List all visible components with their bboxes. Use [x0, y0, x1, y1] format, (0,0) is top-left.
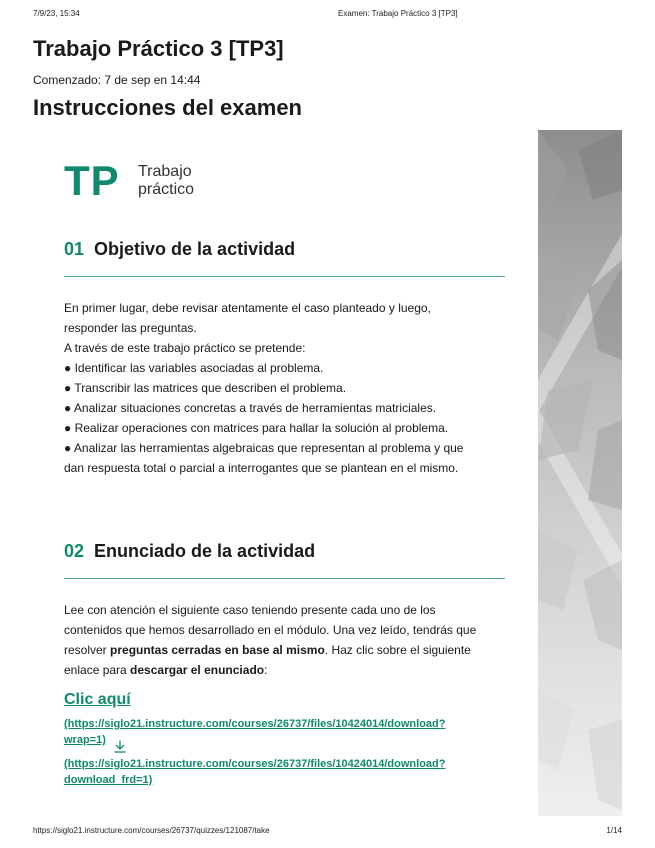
objective-line: En primer lugar, debe revisar atentamente el caso planteado y luego, — [64, 301, 431, 315]
section-2-number: 02 — [64, 541, 85, 561]
logo-tp: TP — [64, 157, 120, 204]
decorative-pattern-icon — [538, 130, 622, 816]
statement-text: enlace para — [64, 663, 131, 677]
page-number: 1/14 — [606, 826, 622, 835]
section-2-body — [64, 600, 512, 680]
objective-line: responder las preguntas. — [64, 321, 197, 335]
section-1-divider — [64, 276, 505, 277]
download-icon[interactable] — [113, 740, 127, 754]
objective-bullet: ● Transcribir las matrices que describen el problema. — [64, 381, 347, 395]
logo-word-2: práctico — [138, 181, 195, 198]
section-1-heading: Objetivo de la actividad — [94, 239, 296, 259]
statement-bold: preguntas cerradas en base al mismo — [110, 643, 325, 657]
objective-bullet: ● Realizar operaciones con matrices para hallar la solución al problema. — [64, 421, 449, 435]
page-title: Trabajo Práctico 3 [TP3] — [33, 36, 284, 61]
link-text: wrap=1) — [64, 734, 106, 746]
instructions-heading: Instrucciones del examen — [33, 95, 302, 120]
objective-line: A través de este trabajo práctico se pretende: — [64, 341, 306, 355]
print-title: Examen: Trabajo Práctico 3 [TP3] — [338, 9, 458, 18]
decorative-side-image — [538, 130, 622, 816]
statement-text: . Haz clic sobre el siguiente — [324, 643, 471, 657]
statement-bold: descargar el enunciado — [130, 663, 265, 677]
print-header — [33, 9, 622, 23]
objective-bullet: ● Analizar las herramientas algebraicas que representan al problema y que — [64, 441, 464, 455]
download-link-frd[interactable] — [64, 756, 484, 788]
section-1-number: 01 — [64, 239, 85, 259]
download-link-wrap[interactable] — [64, 716, 484, 748]
print-date: 7/9/23, 15:34 — [33, 9, 80, 18]
statement-line — [64, 640, 512, 660]
link-text: download_frd=1) — [64, 774, 153, 786]
started-timestamp: Comenzado: 7 de sep en 14:44 — [33, 73, 201, 87]
statement-line: Lee con atención el siguiente caso teniendo presente cada uno de los — [64, 603, 436, 617]
statement-text: : — [264, 663, 268, 677]
print-url: https://siglo21.instructure.com/courses/26737/quizzes/121087/take — [33, 826, 270, 835]
link-text: (https://siglo21.instructure.com/courses/26737/files/10424014/download? — [64, 758, 446, 770]
link-text: (https://siglo21.instructure.com/courses/26737/files/10424014/download? — [64, 718, 446, 730]
section-2-divider — [64, 578, 505, 579]
statement-line: contenidos que hemos desarrollado en el módulo. Una vez leído, tendrás que — [64, 623, 477, 637]
objective-bullet: ● Identificar las variables asociadas al problema. — [64, 361, 324, 375]
tp-logo — [64, 158, 224, 204]
statement-text: resolver — [64, 643, 111, 657]
section-1-title — [64, 239, 295, 260]
logo-word-1: Trabajo — [138, 163, 192, 180]
section-2-title — [64, 541, 315, 562]
section-1-body — [64, 298, 512, 478]
objective-line: dan respuesta total o parcial a interrogantes que se plantean en el mismo. — [64, 461, 459, 475]
clic-aqui-link[interactable]: Clic aquí — [64, 691, 131, 708]
objective-bullet: ● Analizar situaciones concretas a través de herramientas matriciales. — [64, 401, 437, 415]
section-2-heading: Enunciado de la actividad — [94, 541, 316, 561]
statement-line — [64, 660, 512, 680]
